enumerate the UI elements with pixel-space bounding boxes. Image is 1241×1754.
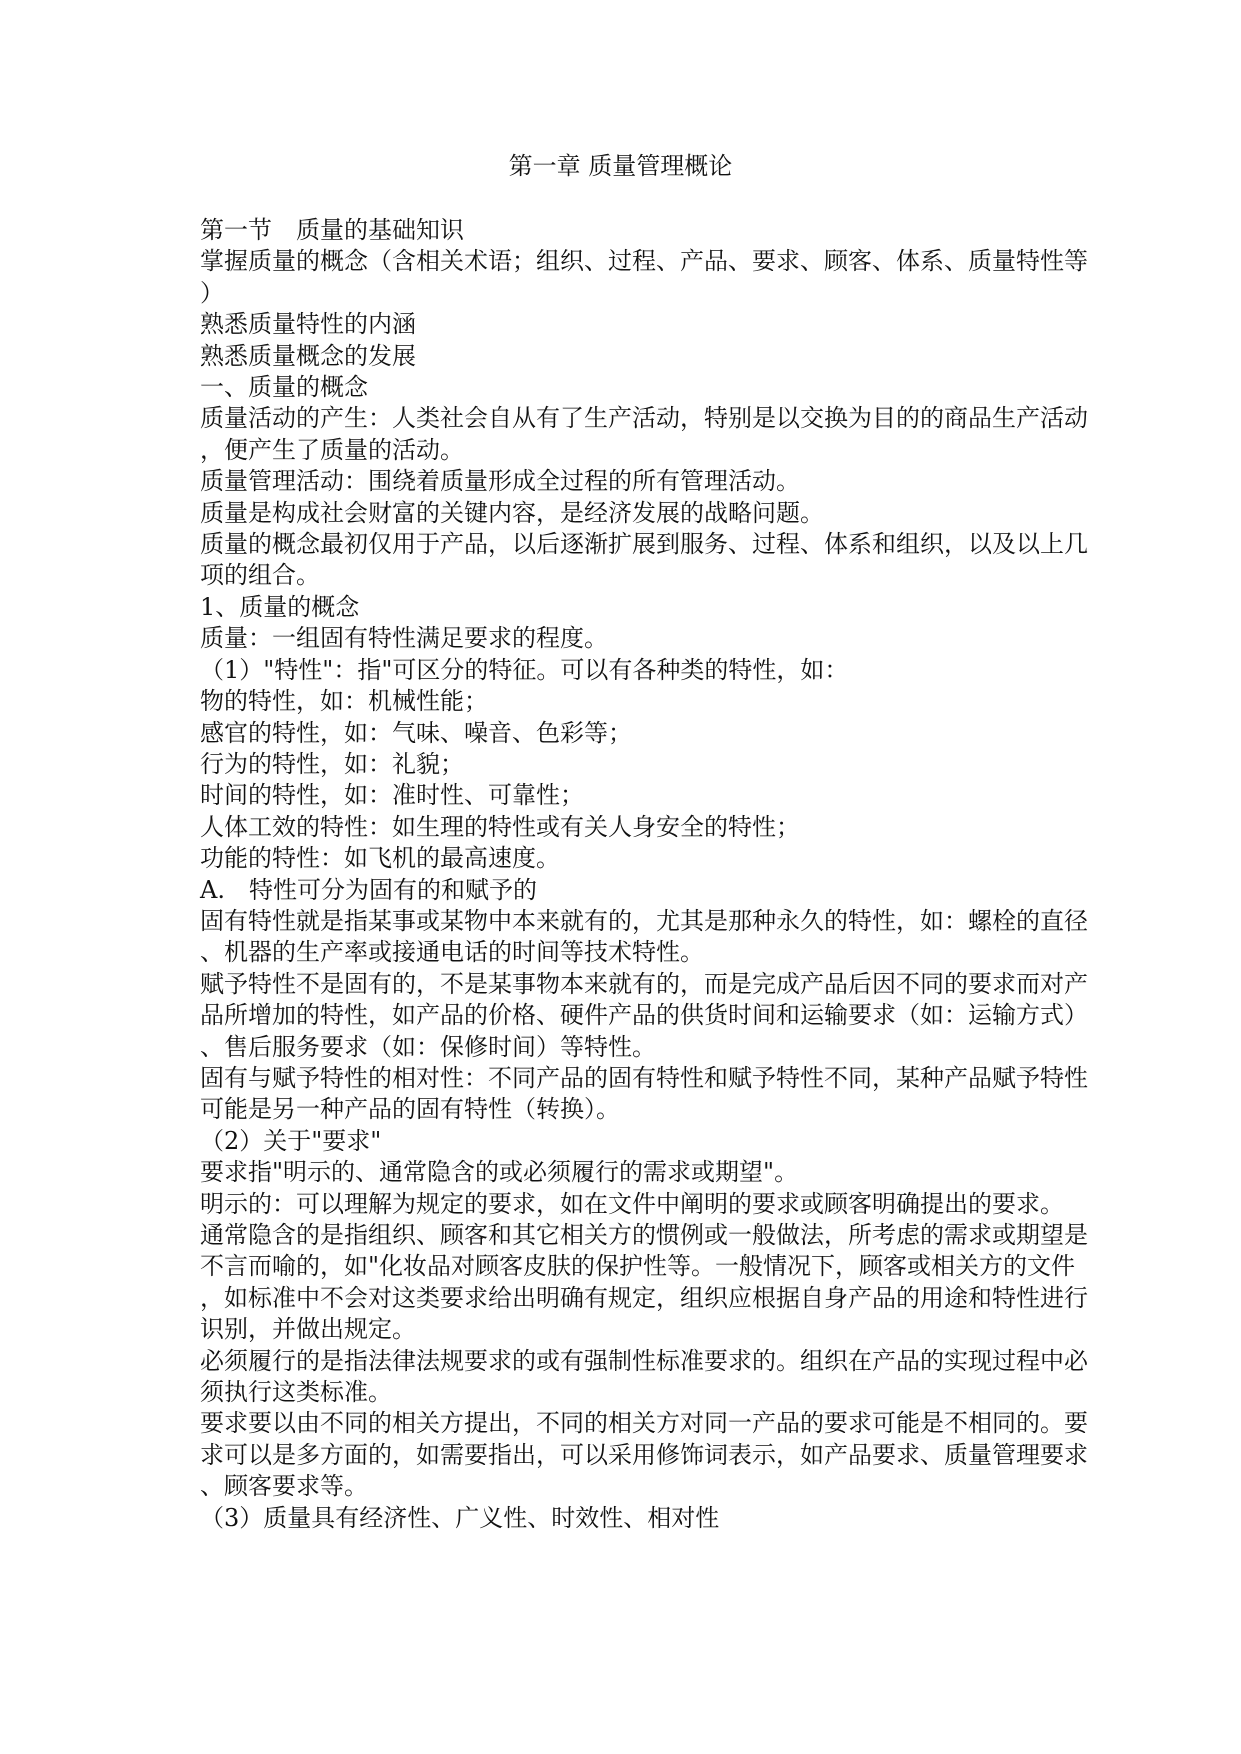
text-line: 赋予特性不是固有的，不是某事物本来就有的，而是完成产品后因不同的要求而对产 bbox=[200, 969, 1088, 998]
text-line: 不言而喻的，如"化妆品对顾客皮肤的保护性等。一般情况下，顾客或相关方的文件 bbox=[200, 1252, 1076, 1281]
text-line: 求可以是多方面的，如需要指出，可以采用修饰词表示，如产品要求、质量管理要求 bbox=[200, 1440, 1088, 1469]
text-line: 行为的特性，如：礼貌； bbox=[200, 749, 464, 778]
text-line: （3）质量具有经济性、广义性、时效性、相对性 bbox=[200, 1503, 720, 1532]
text-line: 明示的：可以理解为规定的要求，如在文件中阐明的要求或顾客明确提出的要求。 bbox=[200, 1189, 1064, 1218]
text-line: 固有与赋予特性的相对性：不同产品的固有特性和赋予特性不同，某种产品赋予特性 bbox=[200, 1063, 1088, 1092]
text-line: 感官的特性，如：气味、噪音、色彩等； bbox=[200, 718, 632, 747]
text-line: 一、质量的概念 bbox=[200, 373, 368, 402]
text-line: 质量活动的产生：人类社会自从有了生产活动，特别是以交换为目的的商品生产活动 bbox=[200, 404, 1088, 433]
text-line: 1、质量的概念 bbox=[200, 592, 360, 621]
text-line: 、售后服务要求（如：保修时间）等特性。 bbox=[200, 1032, 656, 1061]
text-line: 识别，并做出规定。 bbox=[200, 1315, 416, 1344]
text-line: ，便产生了质量的活动。 bbox=[200, 435, 464, 464]
document-body bbox=[200, 215, 1120, 1534]
text-line: 要求要以由不同的相关方提出，不同的相关方对同一产品的要求可能是不相同的。要 bbox=[200, 1409, 1088, 1438]
text-line: 项的组合。 bbox=[200, 561, 320, 590]
text-line: 质量是构成社会财富的关键内容，是经济发展的战略问题。 bbox=[200, 498, 824, 527]
text-line: 物的特性，如：机械性能； bbox=[200, 687, 488, 716]
text-line: 必须履行的是指法律法规要求的或有强制性标准要求的。组织在产品的实现过程中必 bbox=[200, 1346, 1088, 1375]
text-line: 熟悉质量特性的内涵 bbox=[200, 310, 416, 339]
text-line: 时间的特性，如：准时性、可靠性； bbox=[200, 781, 584, 810]
text-line: （2）关于"要求" bbox=[200, 1126, 382, 1155]
text-line: 第一节 质量的基础知识 bbox=[200, 216, 464, 244]
text-line: 、机器的生产率或接通电话的时间等技术特性。 bbox=[200, 938, 704, 967]
text-line: 品所增加的特性，如产品的价格、硬件产品的供货时间和运输要求（如：运输方式） bbox=[200, 1001, 1088, 1030]
text-line: 通常隐含的是指组织、顾客和其它相关方的惯例或一般做法，所考虑的需求或期望是 bbox=[200, 1221, 1088, 1249]
text-line: A. 特性可分为固有的和赋予的 bbox=[200, 875, 537, 904]
text-line: 固有特性就是指某事或某物中本来就有的，尤其是那种永久的特性，如：螺栓的直径 bbox=[200, 906, 1088, 935]
text-line: ） bbox=[200, 278, 224, 307]
text-line: 质量：一组固有特性满足要求的程度。 bbox=[200, 624, 608, 653]
text-line: （1）"特性"：指"可区分的特征。可以有各种类的特性，如： bbox=[200, 655, 849, 684]
text-line: 质量的概念最初仅用于产品，以后逐渐扩展到服务、过程、体系和组织，以及以上几 bbox=[200, 530, 1088, 559]
text-line: 须执行这类标准。 bbox=[200, 1378, 392, 1407]
text-line: ，如标准中不会对这类要求给出明确有规定，组织应根据自身产品的用途和特性进行 bbox=[200, 1283, 1088, 1312]
text-line: 功能的特性：如飞机的最高速度。 bbox=[200, 844, 560, 873]
text-line: 质量管理活动：围绕着质量形成全过程的所有管理活动。 bbox=[200, 467, 800, 496]
text-line: 要求指"明示的、通常隐含的或必须履行的需求或期望"。 bbox=[200, 1158, 799, 1187]
text-line: 掌握质量的概念（含相关术语；组织、过程、产品、要求、顾客、体系、质量特性等 bbox=[200, 247, 1088, 276]
text-line: 熟悉质量概念的发展 bbox=[200, 341, 416, 370]
text-line: 人体工效的特性：如生理的特性或有关人身安全的特性； bbox=[200, 812, 800, 841]
text-line: 可能是另一种产品的固有特性（转换）。 bbox=[200, 1095, 620, 1124]
text-line: 、顾客要求等。 bbox=[200, 1472, 368, 1501]
chapter-title: 第一章 质量管理概论 bbox=[508, 152, 733, 180]
